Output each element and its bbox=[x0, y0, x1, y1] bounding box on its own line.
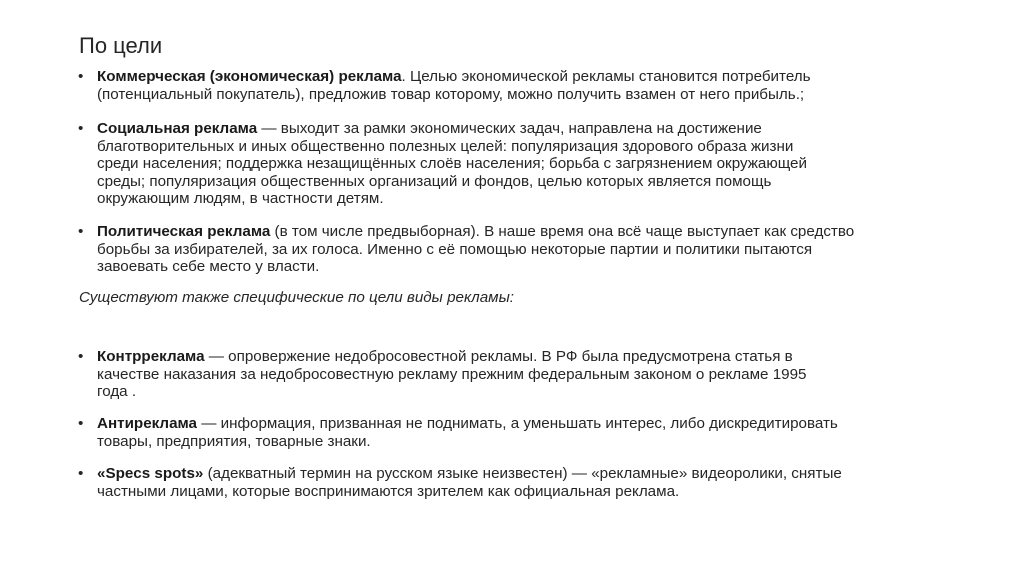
line-text: (адекватный термин на русском языке неизвестен) — «рекламные» видеоролики, снятые bbox=[203, 465, 842, 482]
bullet-icon: • bbox=[78, 465, 84, 482]
slide-title: По цели bbox=[79, 33, 163, 58]
bullet-icon: • bbox=[78, 415, 84, 432]
line-text: года . bbox=[97, 383, 137, 400]
term: «Specs spots» bbox=[97, 465, 204, 482]
text-line bbox=[97, 155, 807, 173]
text-line bbox=[97, 433, 838, 451]
text-line bbox=[97, 241, 854, 259]
line-text: окружающим людям, в частности детям. bbox=[97, 190, 384, 207]
text-line bbox=[97, 173, 807, 191]
line-text: (в том числе предвыборная). В наше время она всё чаще выступает как средство bbox=[270, 223, 855, 240]
italic-note: Существуют также специфические по цели виды рекламы: bbox=[79, 289, 514, 306]
bullet-icon: • bbox=[78, 120, 84, 137]
line-text: благотворительных и иных общественно полезных целей: популяризация здорового образа жизни bbox=[97, 137, 794, 155]
line-text: товары, предприятия, товарные знаки. bbox=[97, 432, 371, 450]
line-text: среди населения; поддержка незащищённых слоёв населения; борьба с загрязнением окружающей bbox=[97, 155, 807, 172]
term: Коммерческая (экономическая) реклама bbox=[97, 68, 402, 85]
line-text: борьбы за избирателей, за их голоса. Именно с её помощью некоторые партии и политики пытаются bbox=[97, 240, 813, 258]
text-line bbox=[97, 383, 806, 401]
term: Контрреклама bbox=[97, 348, 205, 365]
text-line bbox=[97, 138, 807, 156]
text-line bbox=[97, 68, 811, 86]
text-line bbox=[97, 223, 854, 241]
bullet-item bbox=[78, 348, 807, 401]
line-text: — информация, призванная не поднимать, а уменьшать интерес, либо дискредитировать bbox=[197, 415, 838, 432]
bullet-icon: • bbox=[78, 223, 84, 240]
line-text: среды; популяризация общественных организаций и фондов, целью которых является помощь bbox=[97, 172, 772, 190]
line-text: . Целью экономической рекламы становится потребитель bbox=[401, 68, 811, 85]
bullet-icon: • bbox=[78, 68, 84, 85]
bullet-item bbox=[78, 223, 855, 276]
line-text: — опровержение недобросовестной рекламы. В РФ была предусмотрена статья в bbox=[204, 348, 793, 365]
line-text: качестве наказания за недобросовестную рекламу прежним федеральным законом о рекламе 1995 bbox=[97, 365, 807, 383]
bullet-icon: • bbox=[78, 348, 84, 365]
text-line bbox=[97, 120, 807, 138]
text-line bbox=[97, 348, 806, 366]
bullet-item bbox=[78, 120, 807, 208]
bullet-item bbox=[78, 68, 811, 103]
text-line bbox=[97, 190, 807, 208]
text-line bbox=[97, 366, 806, 384]
line-text: (потенциальный покупатель), предложив товар которому, можно получить взамен от него прибыль.; bbox=[97, 85, 805, 103]
text-line bbox=[97, 258, 854, 276]
term: Политическая реклама bbox=[97, 223, 271, 240]
text-line bbox=[97, 86, 811, 104]
bullet-item bbox=[78, 415, 838, 450]
line-text: — выходит за рамки экономических задач, направлена на достижение bbox=[257, 120, 762, 137]
bullet-item bbox=[78, 465, 842, 500]
term: Антиреклама bbox=[97, 415, 198, 432]
text-line bbox=[97, 465, 842, 483]
line-text: завоевать себе место у власти. bbox=[97, 258, 320, 275]
text-line bbox=[97, 483, 842, 501]
text-line bbox=[97, 415, 838, 433]
term: Социальная реклама bbox=[97, 120, 258, 137]
line-text: частными лицами, которые воспринимаются зрителем как официальная реклама. bbox=[97, 482, 680, 500]
